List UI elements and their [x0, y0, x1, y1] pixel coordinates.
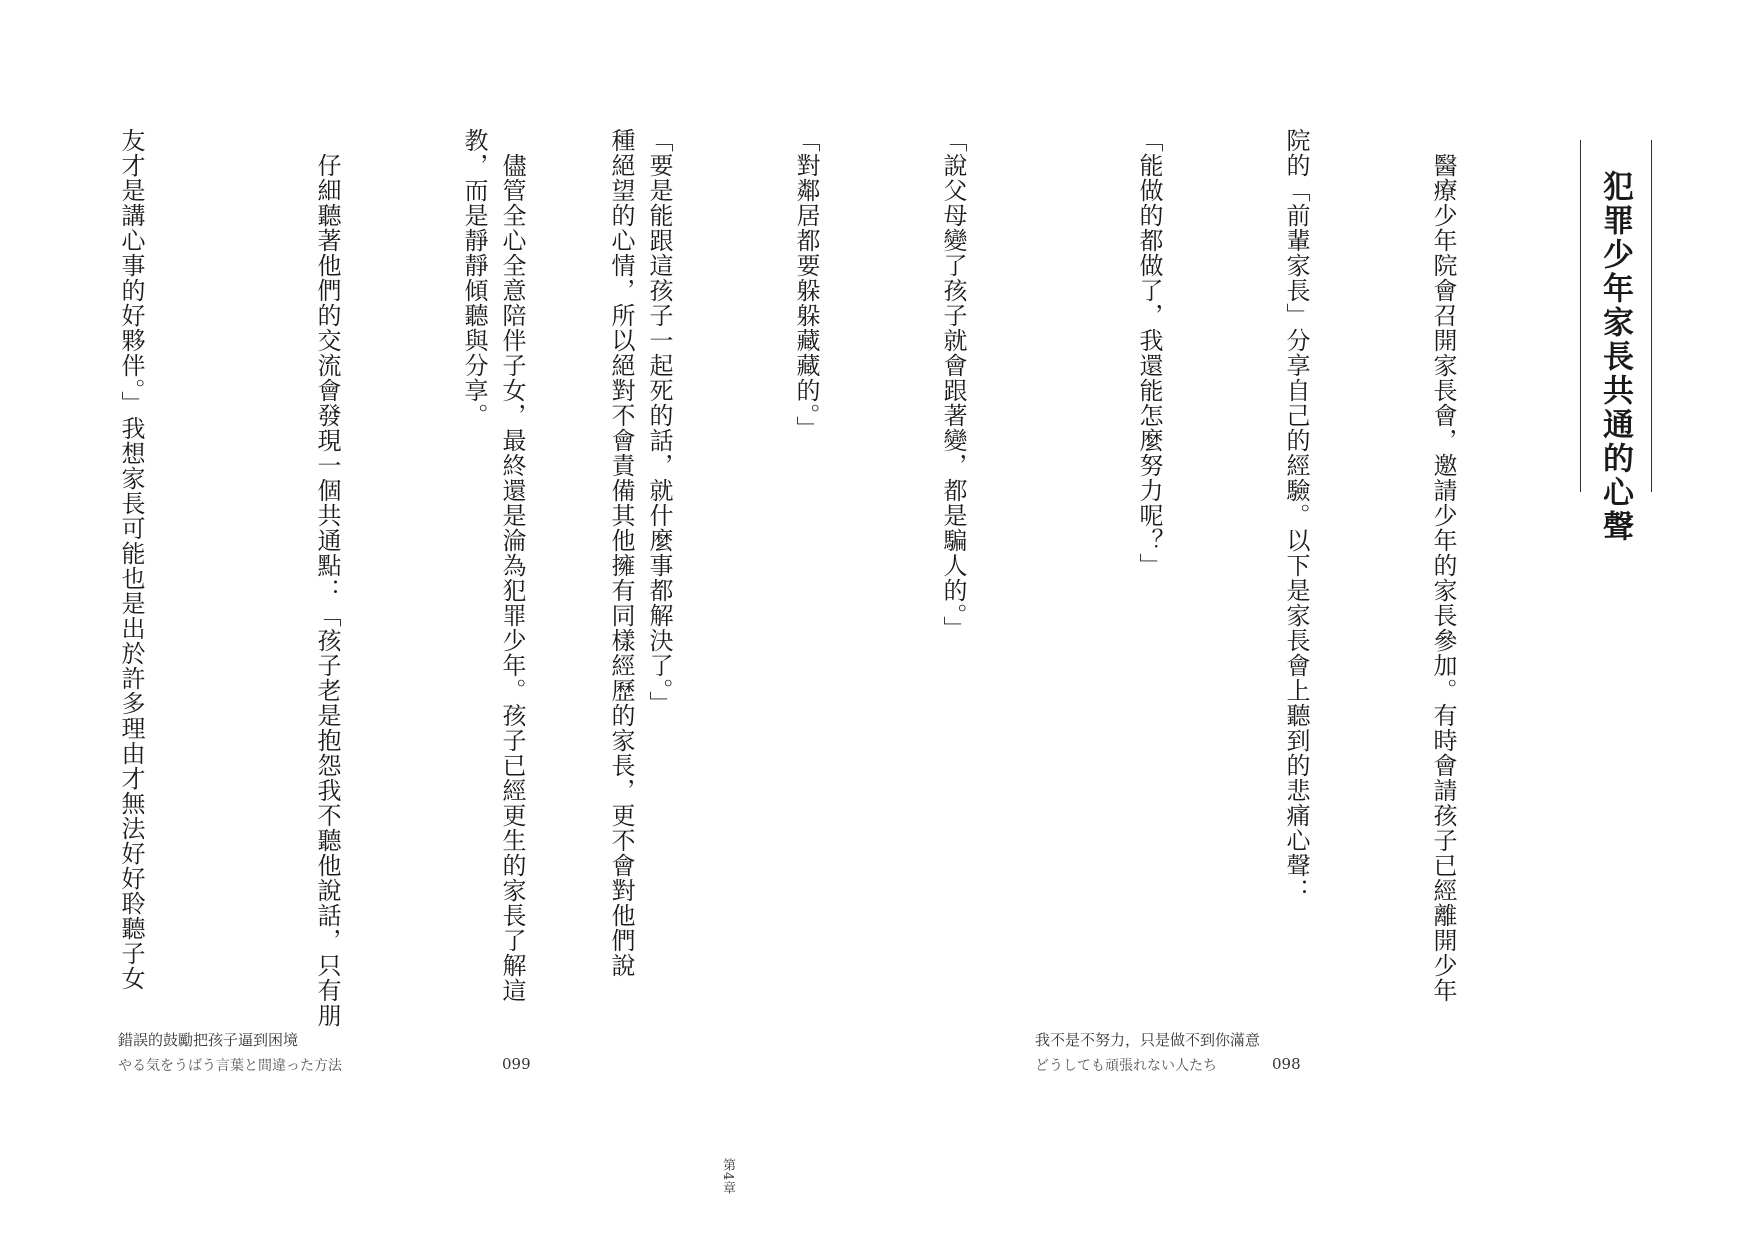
body-column: 儘管全心全意陪伴子女，最終還是淪為犯罪少年。孩子已經更生的家長了解這	[498, 128, 526, 1003]
body-column: 友才是講心事的好夥伴。」我想家長可能也是出於許多理由才無法好好聆聽子女	[117, 128, 145, 991]
footer-book-title-zh: 我不是不努力，只是做不到你滿意	[1035, 1031, 1261, 1049]
quote-line: 「說父母變了孩子就會跟著變，都是騙人的。」	[939, 128, 967, 641]
footer-book-title-ja: やる気をうばう言葉と間違った方法	[118, 1058, 342, 1074]
quote-line: 「要是能跟這孩子一起死的話，就什麼事都解決了。」	[645, 128, 673, 716]
section-title-box	[1580, 140, 1652, 544]
body-column	[0, 128, 8, 988]
page-number: 098	[1272, 1055, 1301, 1073]
body-column: 醫療少年院會召開家長會，邀請少年的家長參加。有時會請孩子已經離開少年	[1429, 128, 1457, 1003]
body-column: 種絕望的心情，所以絕對不會責備其他擁有同樣經歷的家長，更不會對他們說	[607, 128, 635, 978]
body-column: 教，而是靜靜傾聽與分享。	[460, 128, 488, 428]
chapter-label: 第4章	[720, 1158, 735, 1196]
quote-line: 「對鄰居都要躲躲藏藏的。」	[792, 128, 820, 441]
footer-book-title-zh: 錯誤的鼓勵把孩子逼到困境	[118, 1031, 299, 1049]
footer-book-title-ja: どうしても頑張れない人たち	[1035, 1058, 1217, 1074]
page-number: 099	[502, 1055, 531, 1073]
section-title: 犯罪少年家長共通的心聲	[1597, 170, 1633, 544]
quote-line: 「能做的都做了，我還能怎麼努力呢？」	[1135, 128, 1163, 578]
left-page-body	[0, 128, 743, 1028]
body-column: 院的「前輩家長」分享自己的經驗。以下是家長會上聽到的悲痛心聲：	[1282, 128, 1310, 903]
body-column: 仔細聽著他們的交流會發現一個共通點：「孩子老是抱怨我不聽他說話，只有朋	[313, 128, 341, 1028]
